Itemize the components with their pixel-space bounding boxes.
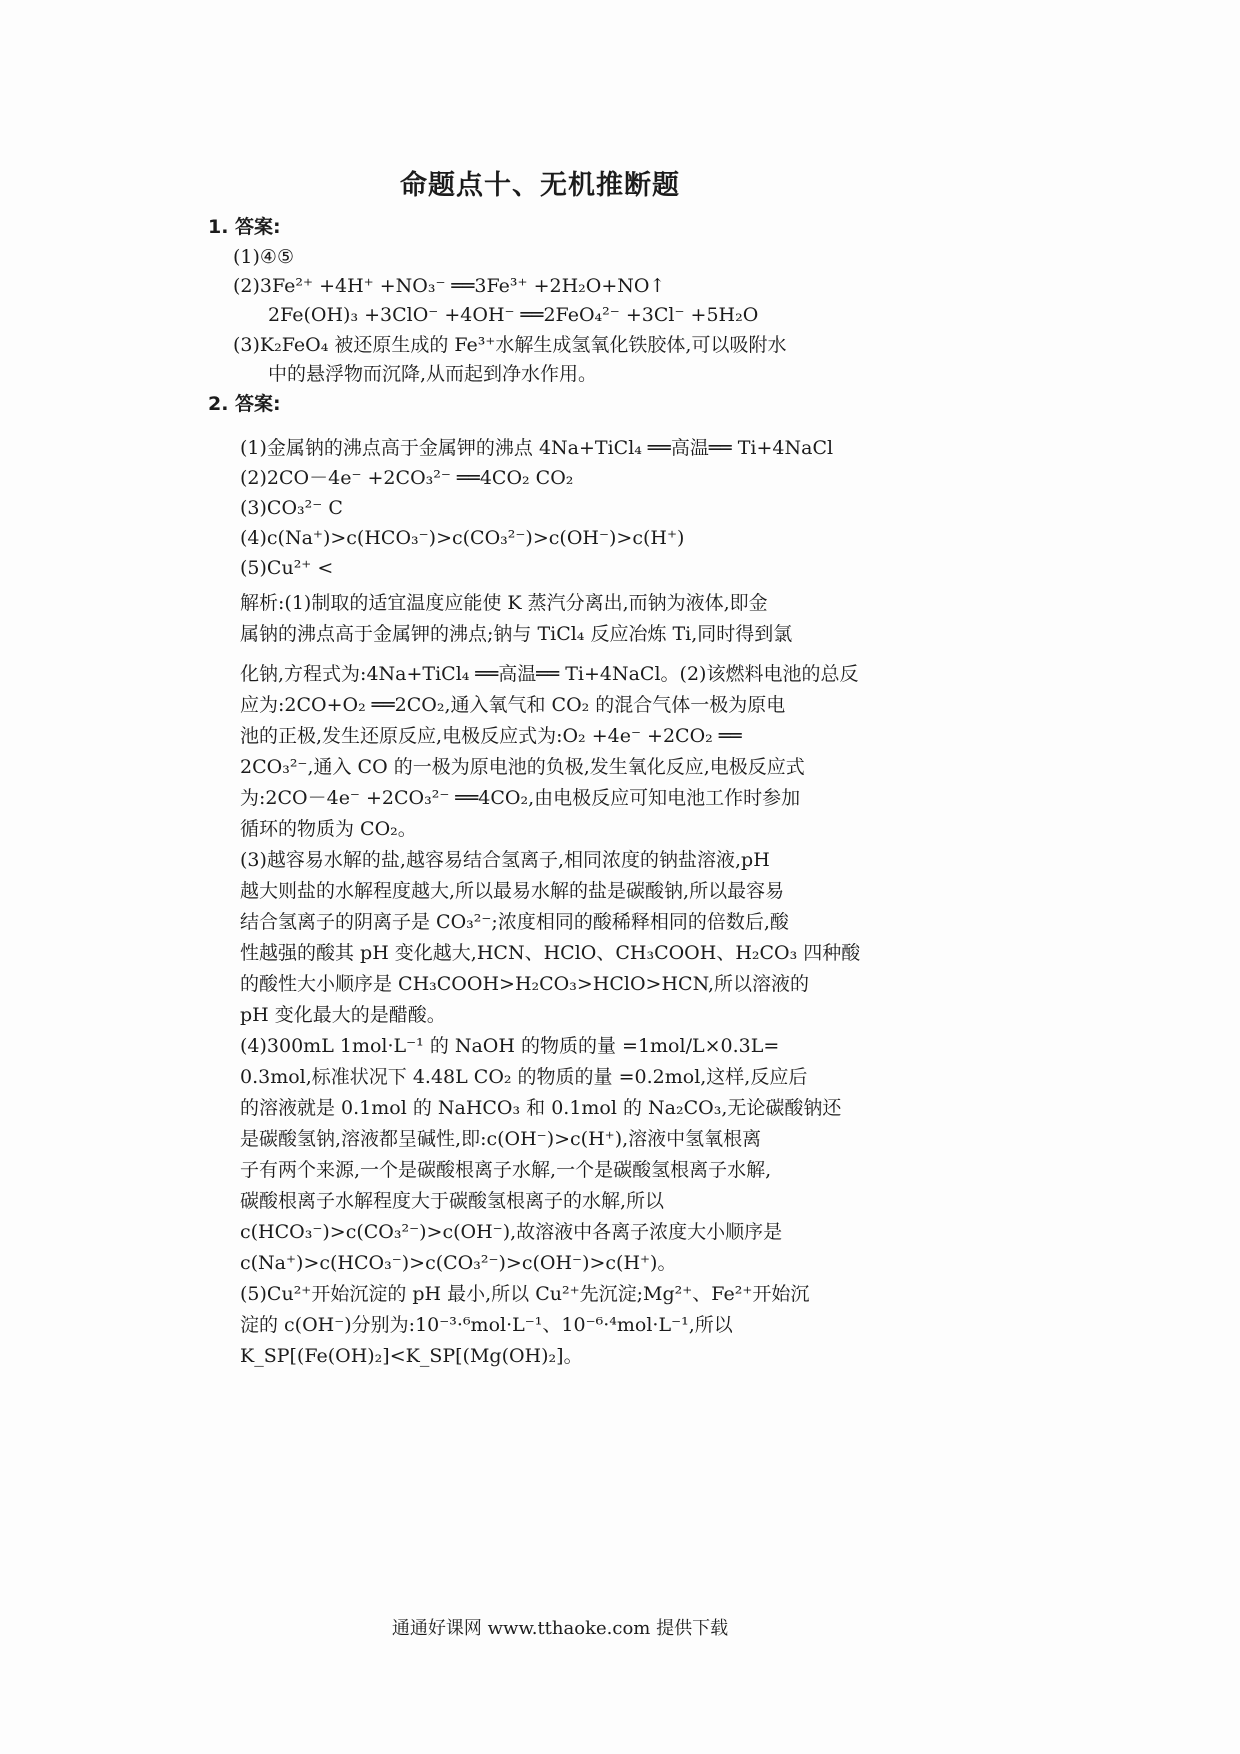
analysis-line: 的溶液就是 0.1mol 的 NaHCO₃ 和 0.1mol 的 Na₂CO₃,无论碳酸钠还 (240, 1097, 842, 1119)
analysis-line: 2CO₃²⁻,通入 CO 的一极为原电池的负极,发生氧化反应,电极反应式 (240, 756, 805, 778)
analysis-line: (3)越容易水解的盐,越容易结合氢离子,相同浓度的钠盐溶液,pH (240, 849, 770, 871)
analysis-line: (4)300mL 1mol·L⁻¹ 的 NaOH 的物质的量 =1mol/L×0.3L= (240, 1035, 780, 1057)
analysis-line: 为:2CO－4e⁻ +2CO₃²⁻ ══4CO₂,由电极反应可知电池工作时参加 (240, 787, 801, 809)
analysis-line: 子有两个来源,一个是碳酸根离子水解,一个是碳酸氢根离子水解, (240, 1159, 772, 1181)
analysis-line: 化钠,方程式为:4Na+TiCl₄ ══高温══ Ti+4NaCl。(2)该燃料电池的总反 (240, 663, 859, 685)
page-title: 命题点十、无机推断题 (400, 170, 680, 201)
answer-line: (2)3Fe²⁺ +4H⁺ +NO₃⁻ ══3Fe³⁺ +2H₂O+NO↑ (233, 275, 666, 297)
analysis-line: 循环的物质为 CO₂。 (240, 818, 417, 840)
page-footer: 通通好课网 www.tthaoke.com 提供下载 (391, 1618, 729, 1639)
answer-line: 中的悬浮物而沉降,从而起到净水作用。 (268, 363, 598, 385)
analysis-line: 结合氢离子的阴离子是 CO₃²⁻;浓度相同的酸稀释相同的倍数后,酸 (240, 911, 789, 933)
analysis-line: 淀的 c(OH⁻)分别为:10⁻³·⁶mol·L⁻¹、10⁻⁶·⁴mol·L⁻¹,所以 (240, 1314, 733, 1336)
answer-line: (1)④⑤ (233, 246, 294, 268)
analysis-line: 池的正极,发生还原反应,电极反应式为:O₂ +4e⁻ +2CO₂ ══ (240, 725, 742, 747)
analysis-line: 碳酸根离子水解程度大于碳酸氢根离子的水解,所以 (240, 1190, 665, 1212)
analysis-line: 属钠的沸点高于金属钾的沸点;钠与 TiCl₄ 反应冶炼 Ti,同时得到氯 (240, 623, 793, 645)
analysis-line: 0.3mol,标准状况下 4.48L CO₂ 的物质的量 =0.2mol,这样,反应后 (240, 1066, 808, 1088)
analysis-line: K_SP[(Fe(OH)₂]<K_SP[(Mg(OH)₂]。 (240, 1345, 583, 1367)
analysis-line: c(HCO₃⁻)>c(CO₃²⁻)>c(OH⁻),故溶液中各离子浓度大小顺序是 (240, 1221, 783, 1243)
analysis-line: 解析:(1)制取的适宜温度应能使 K 蒸汽分离出,而钠为液体,即金 (240, 592, 768, 614)
analysis-line: pH 变化最大的是醋酸。 (240, 1004, 446, 1026)
answer-line: (2)2CO－4e⁻ +2CO₃²⁻ ══4CO₂ CO₂ (240, 467, 574, 489)
answer-line: (3)CO₃²⁻ C (240, 497, 343, 519)
question-2-heading: 2. 答案: (208, 393, 281, 415)
answer-line: (5)Cu²⁺ < (240, 557, 334, 579)
analysis-line: 越大则盐的水解程度越大,所以最易水解的盐是碳酸钠,所以最容易 (240, 880, 785, 902)
answer-line: (4)c(Na⁺)>c(HCO₃⁻)>c(CO₃²⁻)>c(OH⁻)>c(H⁺) (240, 527, 685, 549)
analysis-line: (5)Cu²⁺开始沉淀的 pH 最小,所以 Cu²⁺先沉淀;Mg²⁺、Fe²⁺开始沉 (240, 1283, 810, 1305)
analysis-line: 应为:2CO+O₂ ══2CO₂,通入氧气和 CO₂ 的混合气体一极为原电 (240, 694, 786, 716)
answer-line: (3)K₂FeO₄ 被还原生成的 Fe³⁺水解生成氢氧化铁胶体,可以吸附水 (233, 334, 787, 356)
answer-line: 2Fe(OH)₃ +3ClO⁻ +4OH⁻ ══2FeO₄²⁻ +3Cl⁻ +5H₂O (268, 304, 759, 326)
analysis-line: 是碳酸氢钠,溶液都呈碱性,即:c(OH⁻)>c(H⁺),溶液中氢氧根离 (240, 1128, 762, 1150)
analysis-line: 性越强的酸其 pH 变化越大,HCN、HClO、CH₃COOH、H₂CO₃ 四种酸 (240, 942, 861, 964)
analysis-line: 的酸性大小顺序是 CH₃COOH>H₂CO₃>HClO>HCN,所以溶液的 (240, 973, 810, 995)
answer-line: (1)金属钠的沸点高于金属钾的沸点 4Na+TiCl₄ ══高温══ Ti+4NaCl (240, 437, 834, 459)
question-1-heading: 1. 答案: (208, 216, 281, 238)
analysis-line: c(Na⁺)>c(HCO₃⁻)>c(CO₃²⁻)>c(OH⁻)>c(H⁺)。 (240, 1252, 677, 1274)
